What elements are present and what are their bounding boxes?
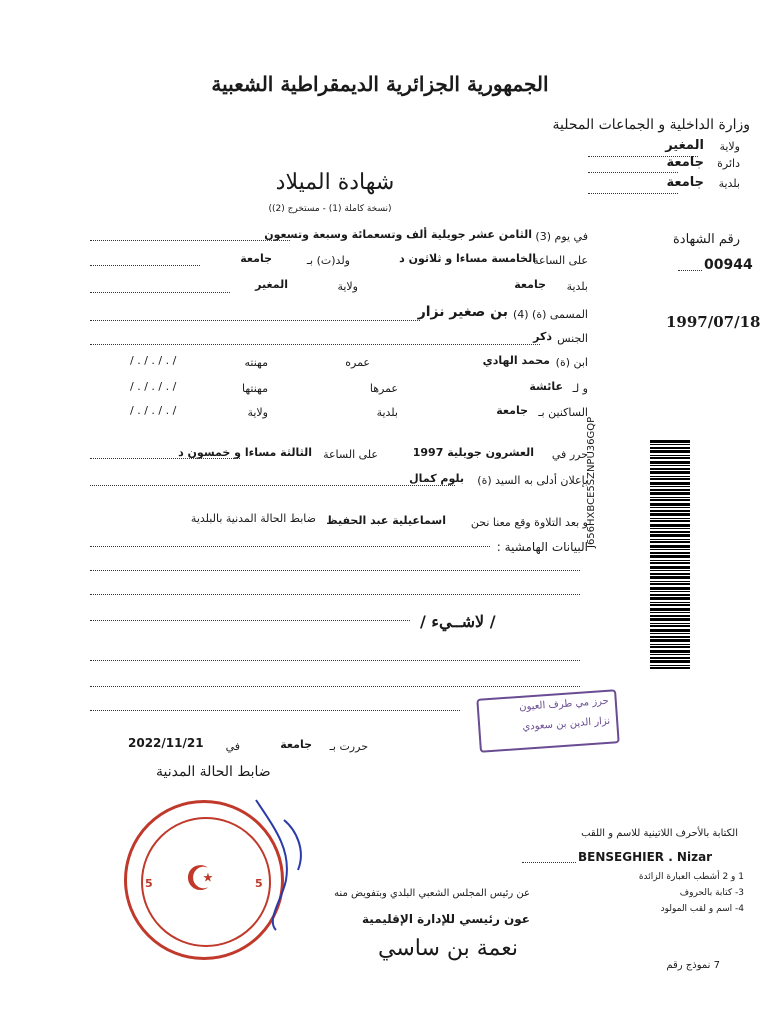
drawn-date: العشرون جويلية 1997 (412, 446, 534, 459)
barcode-bar (650, 633, 690, 634)
line3-value: جامعة (514, 278, 546, 291)
barcode-bar (650, 646, 690, 648)
barcode-bar (650, 457, 690, 459)
marginal-line (90, 686, 580, 687)
baladia-label: بلدية (718, 177, 740, 190)
barcode-bar (650, 531, 690, 533)
purple-stamp (476, 689, 619, 753)
resident-slashes: / . / . / . / (130, 404, 177, 417)
note-3: 4- اسم و لقب المولود (660, 904, 744, 914)
name-value: بن صغير نزار (417, 304, 508, 320)
signature-title2: عون رئيسي للإدارة الإقليمية (362, 912, 530, 926)
barcode-bar (650, 615, 690, 617)
blue-signature (236, 790, 326, 940)
signature-title: عن رئيس المجلس الشعبي البلدي وبتفويض منه (334, 888, 530, 899)
barcode-bar (650, 639, 690, 642)
father-age-label: عمره (345, 356, 370, 369)
wilaya-label: ولاية (719, 140, 740, 153)
marginal-line (90, 660, 580, 661)
father-slashes: / . / . / . / (130, 354, 177, 367)
barcode-bar (650, 625, 690, 627)
barcode-bar (650, 450, 690, 453)
mother-value: عائشة (529, 380, 563, 393)
barcode-bar (650, 455, 690, 456)
barcode-bar (650, 644, 690, 645)
barcode-bar (650, 534, 690, 537)
name-label: المسمى (ة) (4) (512, 308, 588, 321)
barcode-bar (650, 497, 690, 498)
sex-dots (90, 344, 540, 345)
barcode-bar (650, 581, 690, 582)
cert-number: 00944 (704, 257, 753, 273)
cert-date: 1997/07/18 (666, 313, 761, 331)
baladia-dotline (588, 193, 678, 194)
resident-label: الساكنين بـ (538, 406, 588, 419)
barcode-bar (650, 476, 690, 477)
cert-number-dots (678, 270, 702, 271)
barcode-bar (650, 518, 690, 519)
barcode-bar (650, 654, 690, 655)
barcode-bar (650, 623, 690, 624)
crescent-star-icon: ☪ (185, 859, 216, 899)
declared-label: بإعلان أدلى به السيد (ة) (477, 474, 588, 487)
barcode-bar (650, 468, 690, 470)
drawn-label: حرر في (551, 448, 588, 461)
stamp-number-left: 5 (145, 877, 153, 890)
line2-value: الخامسة مساءا و ثلاثون د (399, 252, 536, 265)
father-job-label: مهنته (244, 356, 268, 369)
barcode-bar (650, 461, 690, 464)
barcode-bar (650, 576, 690, 579)
marginal-line (90, 594, 580, 595)
barcode-bar (650, 440, 690, 443)
stamp-line2: نزار الدين بن سعودي (522, 715, 611, 733)
baladia-value: جامعة (666, 175, 704, 190)
drawn-time-label: على الساعة (323, 448, 378, 461)
document-title: شهادة الميلاد (275, 170, 395, 195)
barcode-bar (650, 545, 690, 548)
line1-dots (90, 240, 290, 241)
barcode-bar (650, 650, 690, 653)
officer-title: ضابط الحالة المدنية بالبلدية (190, 512, 316, 525)
mother-label: و لـ (572, 382, 588, 395)
marginal-label: البيانات الهامشية : (496, 540, 588, 554)
barcode-bar (650, 465, 690, 466)
barcode-bar (650, 507, 690, 508)
line2-label: على الساعة (533, 254, 588, 267)
barcode (650, 440, 690, 670)
daira-dotline (588, 172, 678, 173)
line1-label: في يوم (3) (535, 230, 588, 243)
barcode-bar (650, 636, 690, 638)
signature-name: نعمة بن ساسي (377, 936, 518, 961)
barcode-bar (650, 657, 690, 659)
barcode-bar (650, 570, 690, 571)
wilaya-value: المغير (665, 138, 704, 153)
issued-date: 2022/11/21 (128, 736, 204, 750)
latin-name: BENSEGHIER . Nizar (578, 850, 713, 864)
sex-value: ذكر (533, 330, 552, 343)
barcode-bar (650, 583, 690, 585)
officer-civil-label: ضابط الحالة المدنية (156, 764, 271, 780)
barcode-bar (650, 503, 690, 506)
resident-baladia-label: بلدية (376, 406, 398, 419)
document-subtitle: (نسخة كاملة (1) - مستخرج (2)) (268, 204, 392, 214)
marginal-line (90, 620, 410, 621)
resident-value: جامعة (496, 404, 528, 417)
barcode-bar (650, 560, 690, 561)
line3-wilaya-value: المغير (255, 278, 288, 291)
resident-wilaya-label: ولاية (247, 406, 268, 419)
barcode-bar (650, 629, 690, 632)
stamp-line1: حرز مي طرف العيون (518, 695, 610, 713)
declared-value: بلوم كمال (409, 472, 464, 485)
mother-slashes: / . / . / . / (130, 380, 177, 393)
line2-dots (90, 265, 200, 266)
mother-job-label: مهنتها (241, 382, 268, 395)
barcode-bar (650, 566, 690, 569)
ministry-label: وزارة الداخلية و الجماعات المحلية (552, 117, 750, 133)
form-reference: 7 نموذج رقم (666, 960, 720, 971)
barcode-bar (650, 594, 690, 596)
barcode-bar (650, 520, 690, 522)
barcode-bar (650, 573, 690, 575)
barcode-bar (650, 489, 690, 491)
nothing-mark: / لاشــيء / (420, 612, 496, 631)
barcode-bar (650, 471, 690, 474)
father-value: محمد الهادي (482, 354, 550, 367)
issued-place: جامعة (280, 738, 312, 751)
line2-born-label: ولد(ت) بـ (306, 254, 350, 267)
marginal-line (90, 710, 460, 711)
barcode-bar (650, 552, 690, 554)
barcode-bar (650, 612, 690, 613)
drawn-dots (90, 458, 240, 459)
marginal-line (90, 546, 490, 547)
line3-label: بلدية (566, 280, 588, 293)
line3-dots (90, 292, 230, 293)
daira-value: جامعة (666, 155, 704, 170)
republic-title: الجمهورية الجزائرية الديمقراطية الشعبية (211, 72, 549, 96)
barcode-bar (650, 597, 690, 600)
daira-label: دائرة (717, 157, 740, 170)
father-label: ابن (ة) (555, 356, 588, 369)
barcode-bar (650, 549, 690, 550)
line2-born-value: جامعة (240, 252, 272, 265)
officer-name: اسماعيلية عبد الحفيظ (326, 514, 446, 527)
barcode-bar (650, 513, 690, 516)
barcode-bar (650, 591, 690, 592)
latin-label: الكتابة بالأحرف اللاتينية للاسم و اللقب (581, 828, 738, 839)
mother-age-label: عمرها (369, 382, 398, 395)
sex-label: الجنس (557, 332, 588, 345)
issued-in: في (225, 740, 240, 753)
note-2: 3- كتابة بالحروف (679, 888, 744, 898)
barcode-bar (650, 602, 690, 603)
declared-dots (90, 485, 455, 486)
barcode-bar (650, 478, 690, 480)
barcode-bar (650, 665, 690, 666)
barcode-bar (650, 608, 690, 611)
name-dots (90, 320, 420, 321)
line3-wilaya-label: ولاية (337, 280, 358, 293)
barcode-bar (650, 447, 690, 449)
barcode-bar (650, 555, 690, 558)
cert-number-label: رقم الشهادة (673, 232, 740, 247)
reading-label: و بعد التلاوة وقع معنا نحن (470, 516, 588, 529)
barcode-bar (650, 492, 690, 495)
barcode-bar (650, 499, 690, 501)
barcode-bar (650, 660, 690, 663)
barcode-bar (650, 528, 690, 529)
barcode-bar (650, 618, 690, 621)
barcode-bar (650, 510, 690, 512)
barcode-bar (650, 541, 690, 543)
barcode-bar (650, 444, 690, 445)
drawn-time-value: الثالثة مساءا و خمسون د (178, 446, 312, 459)
barcode-bar (650, 667, 690, 669)
latin-dots (522, 862, 576, 863)
barcode-bar (650, 562, 690, 564)
barcode-bar (650, 587, 690, 590)
marginal-line (90, 570, 580, 571)
line1-value: الثامن عشر جويلية ألف وتسعمائة وسبعة وتسعون (264, 228, 532, 241)
barcode-bar (650, 482, 690, 485)
barcode-bar (650, 524, 690, 527)
issued-label: حررت بـ (329, 740, 368, 753)
barcode-bar (650, 604, 690, 606)
note-1: 1 و 2 أشطب العبارة الزائدة (638, 872, 744, 882)
barcode-bar (650, 539, 690, 540)
stamp-number-right: 5 (255, 877, 263, 890)
barcode-bar (650, 486, 690, 487)
